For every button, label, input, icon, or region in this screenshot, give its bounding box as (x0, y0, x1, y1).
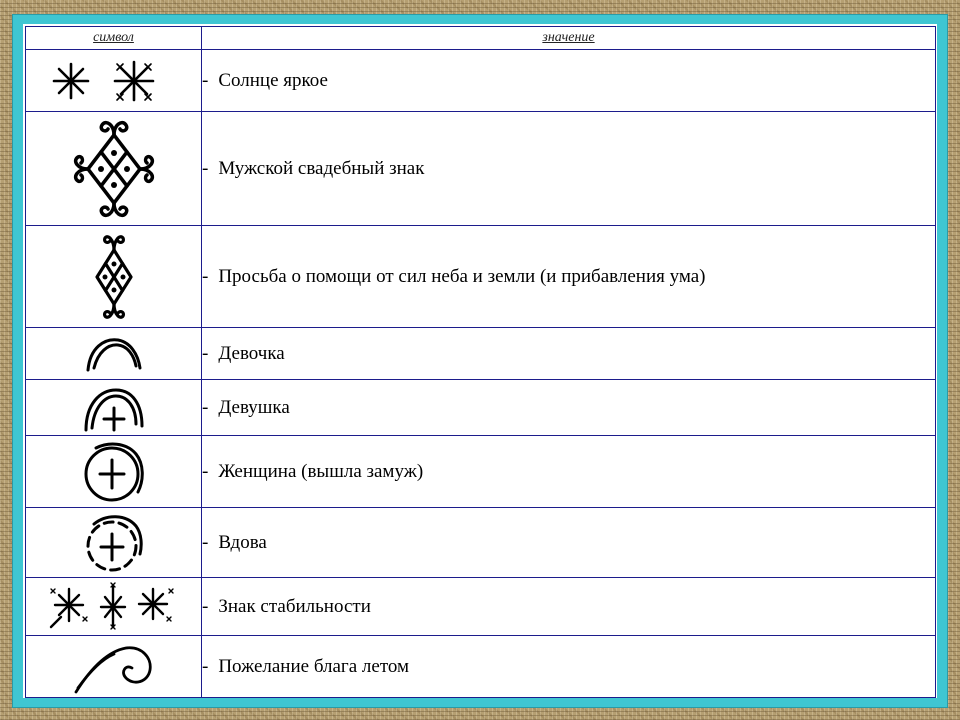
symbol-cell (26, 436, 202, 508)
meaning-cell: - Женщина (вышла замуж) (202, 436, 936, 508)
symbol-cell (26, 636, 202, 698)
symbol-cell (26, 328, 202, 380)
meaning-cell: - Вдова (202, 508, 936, 578)
meaning-text: Девушка (218, 396, 290, 418)
table-row (26, 50, 936, 112)
male-wedding-sign-icon (64, 113, 164, 225)
table-row (26, 436, 936, 508)
table-row (26, 112, 936, 226)
summer-wish-spiral-icon (64, 638, 164, 696)
table-row (26, 578, 936, 636)
meaning-cell: - Знак стабильности (202, 578, 936, 636)
meaning-text: Солнце яркое (218, 69, 328, 91)
table-row (26, 328, 936, 380)
symbol-cell (26, 226, 202, 328)
table-row (26, 636, 936, 698)
symbol-cell (26, 380, 202, 436)
bright-sun-symbols-icon (29, 52, 199, 110)
woman-circle-cross-symbol-icon (74, 438, 154, 506)
symbol-cell (26, 50, 202, 112)
header-symbol: символ (26, 27, 202, 50)
white-sheet (23, 24, 937, 698)
table-row (26, 226, 936, 328)
meaning-text: Пожелание блага летом (218, 655, 410, 677)
meaning-text: Вдова (218, 531, 267, 553)
meaning-text: Мужской свадебный знак (218, 157, 425, 179)
request-for-help-sign-icon (84, 228, 144, 326)
meaning-text: Просьба о помощи от сил неба и земли (и прибавления ума) (218, 265, 706, 287)
meaning-cell: - Пожелание блага летом (202, 636, 936, 698)
meaning-cell: - Солнце яркое (202, 50, 936, 112)
girl-arc-symbol-icon (74, 332, 154, 376)
maiden-arc-cross-symbol-icon (74, 382, 154, 434)
meaning-text: Знак стабильности (218, 595, 371, 617)
cyan-frame (12, 14, 948, 708)
header-meaning: значение (202, 27, 936, 50)
meaning-cell: - Девочка (202, 328, 936, 380)
widow-dashed-circle-symbol-icon (74, 510, 154, 576)
meaning-cell: - Мужской свадебный знак (202, 112, 936, 226)
symbol-cell (26, 112, 202, 226)
symbols-table (25, 26, 936, 698)
meaning-text: Девочка (218, 342, 285, 364)
table-row (26, 380, 936, 436)
table-header-row (26, 27, 936, 50)
meaning-text: Женщина (вышла замуж) (218, 460, 424, 482)
symbol-cell (26, 508, 202, 578)
table-row (26, 508, 936, 578)
meaning-cell: - Девушка (202, 380, 936, 436)
meaning-cell: - Просьба о помощи от сил неба и земли (и прибавления ума) (202, 226, 936, 328)
stability-sign-icon (39, 581, 189, 633)
symbol-cell (26, 578, 202, 636)
